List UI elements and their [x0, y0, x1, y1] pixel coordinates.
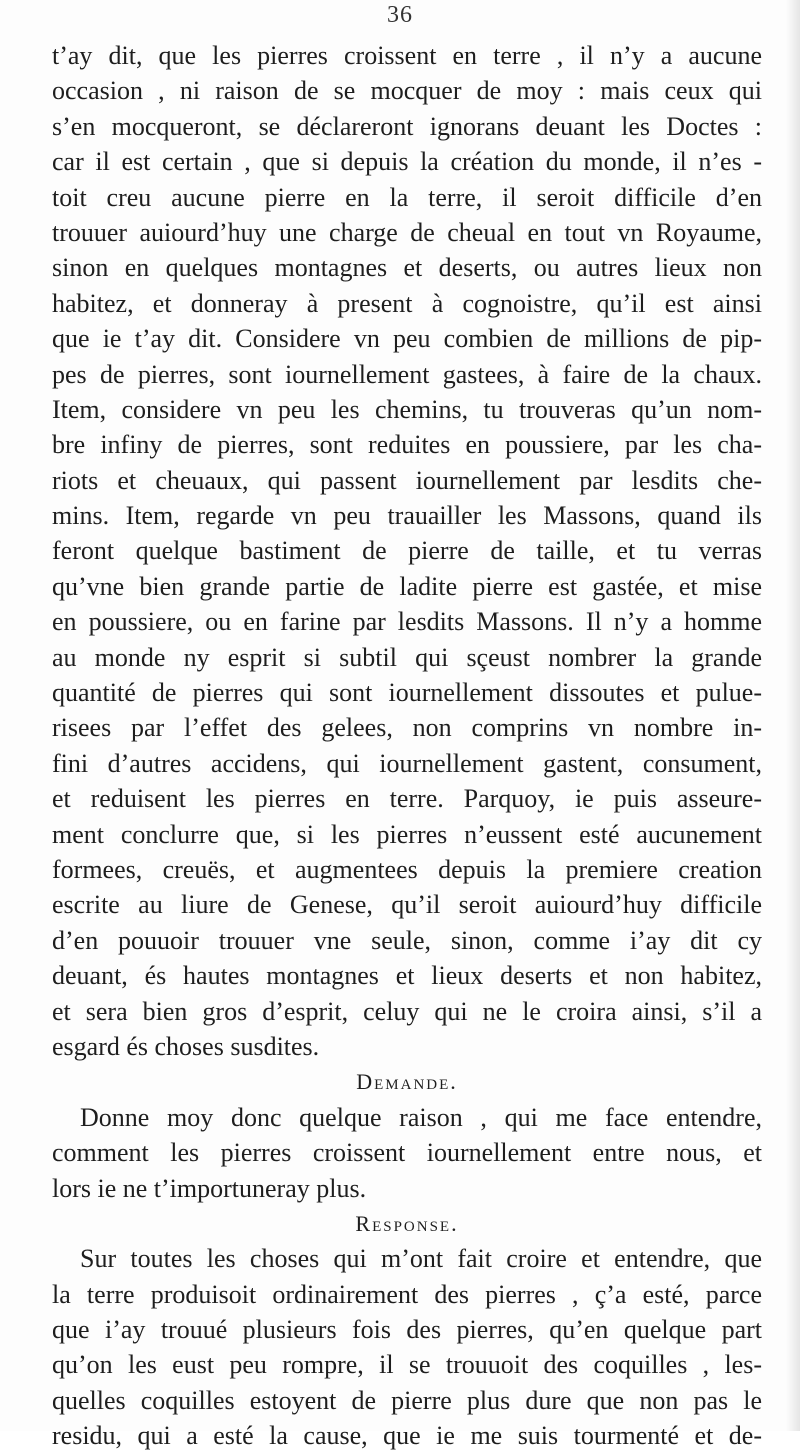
text-line: la terre produisoit ordinairement des pierres , ç’a esté, parce	[52, 1279, 762, 1309]
text-line: comment les pierres croissent iournellement entre nous, et	[52, 1138, 762, 1168]
text-line: formees, creuës, et augmentees depuis la premiere creation	[52, 854, 762, 884]
heading-demande: Demande.	[356, 1069, 458, 1095]
text-line: ment conclurre que, si les pierres n’eussent esté aucunement	[52, 819, 762, 849]
text-line: habitez, et donneray à present à cognoistre, qu’il est ainsi	[52, 288, 762, 318]
paragraph-3	[52, 1241, 762, 1453]
text-line: car il est certain , que si depuis la création du monde, il n’es -	[52, 147, 762, 177]
page-body	[52, 38, 762, 1454]
text-line: d’en pouuoir trouuer vne seule, sinon, comme i’ay dit cy	[52, 925, 762, 955]
text-line: riots et cheuaux, qui passent iournellement par lesdits che-	[52, 465, 762, 495]
text-line: mins. Item, regarde vn peu trauailler les Massons, quand ils	[52, 501, 762, 531]
text-line: pes de pierres, sont iournellement gastees, à faire de la chaux.	[52, 359, 762, 389]
text-line: lors ie ne t’importuneray plus.	[52, 1173, 367, 1203]
text-line: Sur toutes les choses qui m’ont fait croire et entendre, que	[80, 1244, 762, 1274]
text-line: bre infiny de pierres, sont reduites en poussiere, par les cha-	[52, 430, 762, 460]
text-line: occasion , ni raison de se mocquer de moy : mais ceux qui	[52, 76, 762, 106]
text-line: s’en mocqueront, se déclareront ignorans deuant les Doctes :	[52, 111, 762, 141]
text-line: sinon en quelques montagnes et deserts, ou autres lieux non	[52, 253, 762, 283]
text-line: qu’on les eust peu rompre, il se trouuoit des coquilles , les-	[52, 1350, 762, 1380]
text-line: risees par l’effet des gelees, non comprins vn nombre in-	[52, 713, 762, 743]
text-line: trouuer auiourd’huy une charge de cheual en tout vn Royaume,	[52, 217, 762, 247]
text-line: et sera bien gros d’esprit, celuy qui ne le croira ainsi, s’il a	[52, 996, 762, 1026]
page-number: 36	[387, 2, 413, 28]
text-line: quantité de pierres qui sont iournellement dissoutes et pulue-	[52, 678, 762, 708]
paragraph-2	[52, 1100, 762, 1206]
text-line: toit creu aucune pierre en la terre, il seroit difficile d’en	[52, 182, 762, 212]
text-line: au monde ny esprit si subtil qui sçeust nombrer la grande	[52, 642, 762, 672]
text-line: qu’vne bien grande partie de ladite pierre est gastée, et mise	[52, 571, 762, 601]
heading-response: Response.	[355, 1210, 459, 1236]
paragraph-1	[52, 38, 762, 1064]
page-edge-shadow	[786, 0, 800, 1431]
text-line: Donne moy donc quelque raison , qui me face entendre,	[80, 1102, 762, 1132]
text-line: t’ay dit, que les pierres croissent en terre , il n’y a aucune	[52, 41, 762, 70]
text-line: en poussiere, ou en farine par lesdits Massons. Il n’y a homme	[52, 607, 762, 637]
text-line: que ie t’ay dit. Considere vn peu combien de millions de pip-	[52, 324, 762, 354]
text-line: que i’ay trouué plusieurs fois des pierres, qu’en quelque part	[52, 1315, 762, 1345]
text-line: escrite au liure de Genese, qu’il seroit auiourd’huy difficile	[52, 890, 762, 920]
text-line: Item, considere vn peu les chemins, tu trouveras qu’un nom-	[52, 394, 762, 424]
text-line: residu, qui a esté la cause, que ie me suis tourmenté et de-	[52, 1421, 762, 1451]
text-line: feront quelque bastiment de pierre de taille, et tu verras	[52, 536, 762, 566]
text-line: deuant, és hautes montagnes et lieux deserts et non habitez,	[52, 961, 762, 991]
text-line: fini d’autres accidens, qui iournellement gastent, consument,	[52, 748, 762, 778]
text-line: esgard és choses susdites.	[52, 1031, 320, 1061]
text-line: quelles coquilles estoyent de pierre plus dure que non pas le	[52, 1385, 762, 1415]
text-line: et reduisent les pierres en terre. Parquoy, ie puis asseure-	[52, 784, 762, 814]
